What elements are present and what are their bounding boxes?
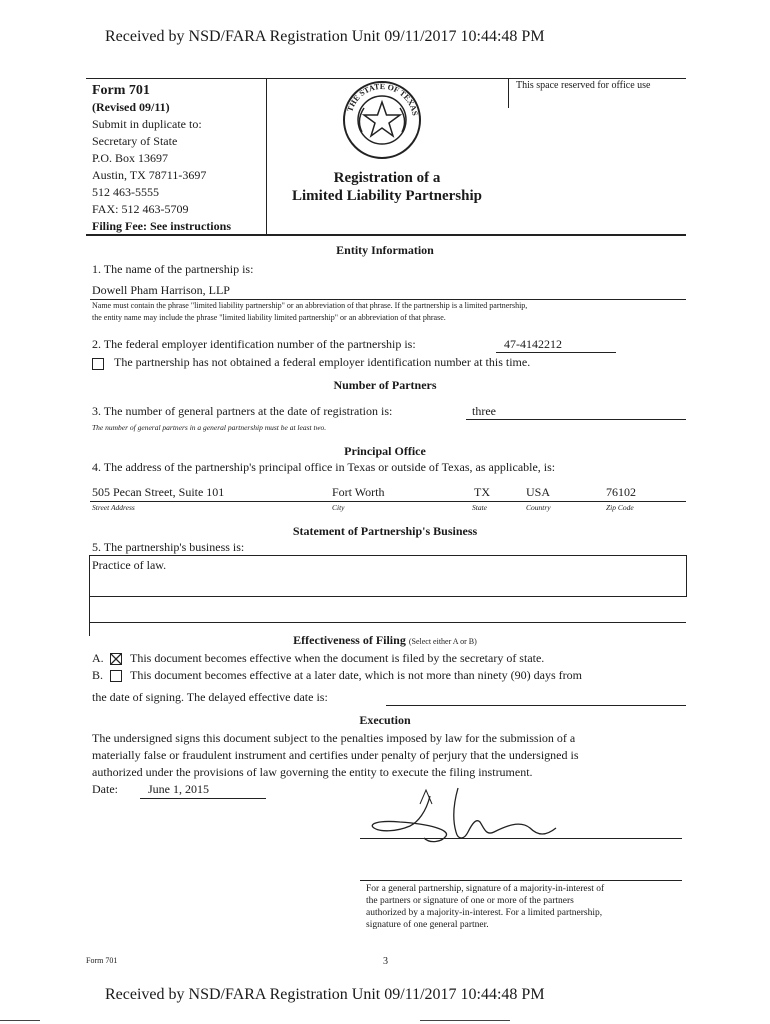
business-box-extension (89, 596, 90, 636)
form-revised: (Revised 09/11) (92, 100, 170, 114)
page-number: 3 (383, 956, 388, 967)
name-rule (90, 299, 686, 300)
q3-label: 3. The number of general partners at the date of registration is: (92, 404, 393, 418)
filing-fee: Filing Fee: See instructions (92, 219, 231, 233)
fax: FAX: 512 463-5709 (92, 202, 189, 216)
zip-value[interactable]: 76102 (606, 485, 636, 499)
texas-seal-icon (342, 80, 422, 160)
country-value[interactable]: USA (526, 485, 551, 499)
q2-label: 2. The federal employer identification number of the partnership is: (92, 337, 416, 351)
option-a-text: This document becomes effective when the document is filed by the secretary of state. (130, 651, 545, 665)
signature-rule (360, 838, 682, 839)
business-box[interactable] (89, 555, 687, 597)
option-a-label: A. (92, 651, 104, 665)
entity-heading: Entity Information (336, 243, 434, 257)
option-a-checkbox[interactable] (110, 653, 122, 665)
scan-edge-mark-left (0, 1020, 40, 1021)
effectiveness-note: (Select either A or B) (408, 637, 477, 646)
execution-text-3: authorized under the provisions of law governing the entity to execute the filing instrument. (92, 765, 533, 779)
form-title-line2: Limited Liability Partnership (291, 188, 482, 204)
business-text: Practice of law. (92, 558, 167, 572)
effectiveness-heading-row (0, 633, 770, 648)
signature-rule-2 (360, 880, 682, 881)
partner-count-rule (466, 419, 686, 420)
zip-label: Zip Code (606, 503, 634, 512)
seal-text: THE STATE OF TEXAS (345, 81, 420, 117)
header-divider-left (266, 78, 267, 235)
option-b-label: B. (92, 668, 104, 682)
header-top-rule (86, 78, 686, 79)
q1-label: 1. The name of the partnership is: (92, 262, 254, 276)
state-value[interactable]: TX (474, 485, 490, 499)
option-b-text: This document becomes effective at a later date, which is not more than ninety (90) days from (130, 668, 582, 682)
footer-form: Form 701 (86, 956, 118, 965)
header-bottom-rule (86, 234, 686, 236)
business-box-bottom (89, 622, 686, 623)
signature-image (360, 782, 690, 862)
option-b-text-2: the date of signing. The delayed effective date is: (92, 690, 328, 704)
partners-note: The number of general partners in a general partnership must be at least two. (92, 423, 327, 432)
form-title-line1: Registration of a (333, 170, 441, 186)
execution-heading: Execution (359, 713, 411, 727)
date-value[interactable]: June 1, 2015 (148, 782, 209, 796)
received-stamp-top: Received by NSD/FARA Registration Unit 09/11/2017 10:44:48 PM (105, 28, 545, 45)
po-box: P.O. Box 13697 (92, 151, 169, 165)
street-value[interactable]: 505 Pecan Street, Suite 101 (92, 485, 225, 499)
signature-note (366, 883, 604, 931)
business-heading: Statement of Partnership's Business (292, 524, 478, 538)
header-divider-right (508, 78, 509, 108)
ein-rule (496, 352, 616, 353)
sig-note-4: signature of one general partner. (366, 920, 489, 930)
sig-note-1: For a general partnership, signature of a majority-in-interest of (366, 884, 605, 894)
option-b-checkbox[interactable] (110, 670, 122, 682)
phone: 512 463-5555 (92, 185, 159, 199)
ein-value[interactable]: 47-4142212 (504, 337, 562, 351)
sig-note-3: authorized by a majority-in-interest. For a limited partnership, (366, 908, 603, 918)
date-label: Date: (92, 782, 118, 796)
country-label: Country (526, 503, 551, 512)
date-rule (140, 798, 266, 799)
city-label: City (332, 503, 345, 512)
submit-instruction: Submit in duplicate to: (92, 117, 202, 131)
checked-x-icon (111, 654, 121, 664)
office-heading: Principal Office (344, 444, 426, 458)
no-ein-label: The partnership has not obtained a federal employer identification number at this time. (114, 355, 531, 369)
form-number: Form 701 (92, 83, 150, 98)
office-use-note: This space reserved for office use (516, 80, 651, 91)
partners-heading: Number of Partners (333, 378, 437, 392)
state-label: State (472, 503, 487, 512)
city-value[interactable]: Fort Worth (332, 485, 385, 499)
street-label: Street Address (92, 503, 135, 512)
svg-text:THE STATE OF TEXAS (345, 82, 420, 117)
no-ein-checkbox[interactable] (92, 358, 104, 370)
sig-note-2: the partners or signature of one or more of the partners (366, 896, 574, 906)
name-note-1: Name must contain the phrase "limited liability partnership" or an abbreviation of that phrase. If the partnership is a limited partnership, (92, 301, 528, 310)
address-rule (90, 501, 686, 502)
partner-count[interactable]: three (472, 404, 496, 418)
delayed-date-rule[interactable] (386, 705, 686, 706)
execution-text-1: The undersigned signs this document subject to the penalties imposed by law for the submission of a (92, 731, 576, 745)
execution-text-2: materially false or fraudulent instrument and certifies under penalty of perjury that the undersigned is (92, 748, 579, 762)
city-zip: Austin, TX 78711-3697 (92, 168, 207, 182)
q4-label: 4. The address of the partnership's principal office in Texas or outside of Texas, as applicable, is: (92, 460, 556, 474)
partnership-name[interactable]: Dowell Pham Harrison, LLP (92, 283, 230, 297)
secretary-of-state: Secretary of State (92, 134, 178, 148)
effectiveness-heading: Effectiveness of Filing (293, 633, 406, 647)
scan-edge-mark-right (420, 1020, 510, 1021)
received-stamp-bottom: Received by NSD/FARA Registration Unit 09/11/2017 10:44:48 PM (105, 986, 545, 1003)
name-note-2: the entity name may include the phrase "limited liability limited partnership" or an abbreviation of that phrase. (92, 313, 446, 322)
q5-label: 5. The partnership's business is: (92, 540, 245, 554)
